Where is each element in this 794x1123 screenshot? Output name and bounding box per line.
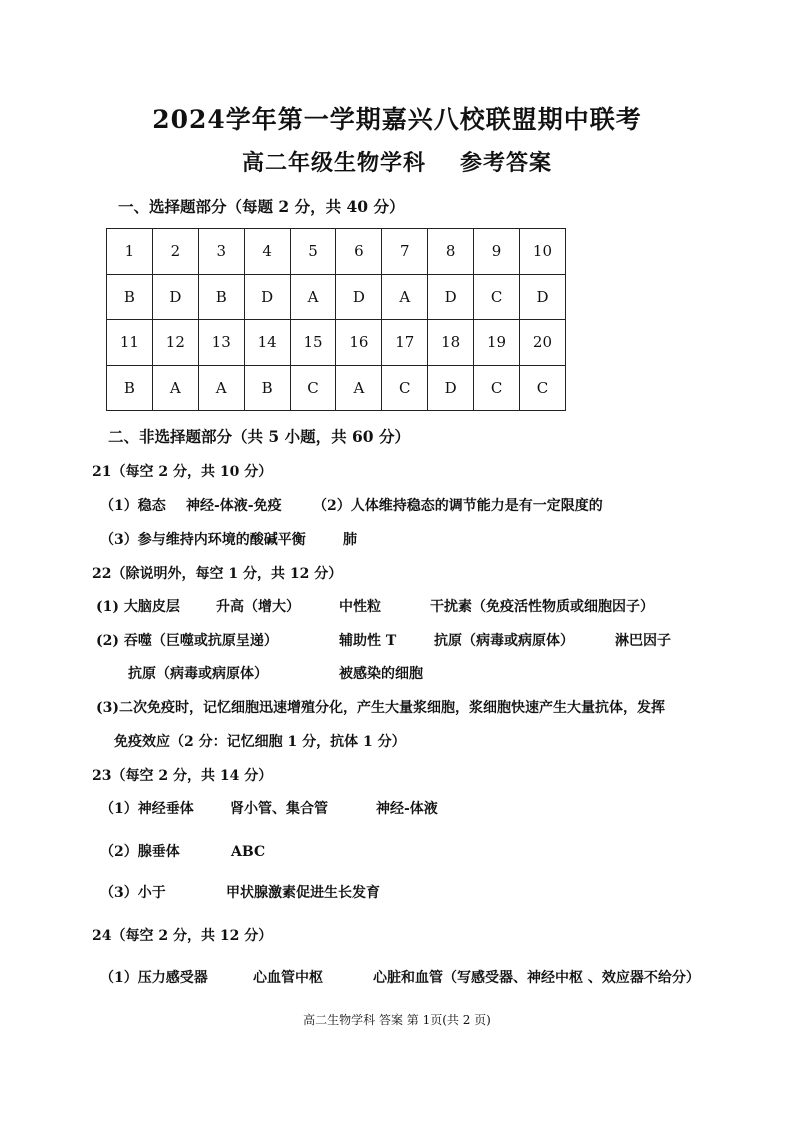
q21-answer: 神经-体液-免疫 — [186, 498, 282, 514]
question-number-cell: 5 — [290, 229, 336, 275]
answer-cell: A — [382, 274, 428, 320]
q23-answer: 神经-体液 — [376, 801, 438, 817]
question-number-cell: 20 — [520, 320, 566, 366]
q21-answer: （1）稳态 — [100, 498, 166, 514]
answer-table — [106, 228, 566, 411]
q22-answer: 辅助性 T — [339, 633, 397, 649]
question-number-row — [107, 229, 566, 275]
q23-line3 — [100, 884, 380, 902]
answer-cell: A — [336, 365, 382, 411]
question-number-cell: 19 — [474, 320, 520, 366]
page-title: 2024学年第一学期嘉兴八校联盟期中联考 — [152, 105, 642, 134]
answer-cell: B — [107, 274, 153, 320]
question-number-cell: 1 — [107, 229, 153, 275]
answer-cell: C — [382, 365, 428, 411]
q21-line2 — [100, 531, 357, 549]
question-number-cell: 18 — [428, 320, 474, 366]
q22-answer: 中性粒 — [339, 599, 381, 615]
question-number-cell: 17 — [382, 320, 428, 366]
q22-answer: (1) 大脑皮层 — [96, 599, 180, 615]
q22-answer: 升高（增大） — [216, 599, 300, 615]
answer-cell: C — [290, 365, 336, 411]
q24-line1 — [100, 969, 700, 987]
q24-answer: 心脏和血管（写感受器、神经中枢 、效应器不给分） — [373, 970, 700, 986]
q24-answer: （1）压力感受器 — [100, 970, 208, 986]
section2-heading: 二、非选择题部分（共 5 小题，共 60 分） — [108, 427, 410, 446]
q22-line1 — [96, 598, 654, 616]
q22-answer: 干扰素（免疫活性物质或细胞因子） — [430, 599, 654, 615]
answer-cell: A — [290, 274, 336, 320]
q21-answer: （3）参与维持内环境的酸碱平衡 — [100, 532, 306, 548]
page-subtitle — [0, 146, 794, 177]
answer-cell: A — [152, 365, 198, 411]
question-number-cell: 13 — [198, 320, 244, 366]
answer-cell: C — [474, 365, 520, 411]
q23-answer: 肾小管、集合管 — [230, 801, 328, 817]
question-number-cell: 2 — [152, 229, 198, 275]
q23-answer: （1）神经垂体 — [100, 801, 194, 817]
q21-header: 21（每空 2 分，共 10 分） — [92, 464, 273, 480]
answer-cell: A — [198, 365, 244, 411]
question-number-cell: 11 — [107, 320, 153, 366]
question-number-row — [107, 320, 566, 366]
q22-line2 — [96, 632, 671, 650]
q24-header: 24（每空 2 分，共 12 分） — [92, 928, 273, 944]
q22-answer: 被感染的细胞 — [339, 666, 423, 682]
answer-cell: D — [244, 274, 290, 320]
question-number-cell: 8 — [428, 229, 474, 275]
q21-answer: 肺 — [343, 532, 357, 548]
q22-answer: 抗原（病毒或病原体） — [434, 633, 574, 649]
question-number-cell: 3 — [198, 229, 244, 275]
q22-line3 — [128, 665, 423, 683]
subject-label: 高二年级生物学科 — [241, 150, 426, 176]
q21-answer: （2）人体维持稳态的调节能力是有一定限度的 — [313, 498, 603, 514]
section1-heading: 一、选择题部分（每题 2 分，共 40 分） — [118, 197, 405, 216]
answer-cell: C — [520, 365, 566, 411]
q23-answer: ABC — [231, 844, 266, 860]
answer-cell: D — [428, 274, 474, 320]
q22-line5: 免疫效应（2 分：记忆细胞 1 分，抗体 1 分） — [114, 734, 406, 750]
question-number-cell: 4 — [244, 229, 290, 275]
q22-answer: 抗原（病毒或病原体） — [128, 666, 268, 682]
q23-header: 23（每空 2 分，共 14 分） — [92, 768, 273, 784]
q24-answer: 心血管中枢 — [253, 970, 323, 986]
question-number-cell: 16 — [336, 320, 382, 366]
answer-cell: D — [336, 274, 382, 320]
answer-cell: D — [152, 274, 198, 320]
page-footer: 高二生物学科 答案 第 1页(共 2 页) — [303, 1013, 491, 1027]
answer-cell: B — [198, 274, 244, 320]
answer-cell: D — [428, 365, 474, 411]
answer-row — [107, 365, 566, 411]
question-number-cell: 7 — [382, 229, 428, 275]
question-number-cell: 9 — [474, 229, 520, 275]
q23-answer: 甲状腺激素促进生长发育 — [226, 885, 380, 901]
question-number-cell: 6 — [336, 229, 382, 275]
q23-answer: （3）小于 — [100, 885, 166, 901]
answer-cell: D — [520, 274, 566, 320]
q21-line1 — [100, 497, 603, 515]
q23-line2 — [100, 843, 265, 861]
question-number-cell: 12 — [152, 320, 198, 366]
q22-line4: (3)二次免疫时，记忆细胞迅速增殖分化，产生大量浆细胞，浆细胞快速产生大量抗体，发挥 — [96, 700, 665, 716]
doc-type-label: 参考答案 — [460, 150, 553, 176]
question-number-cell: 14 — [244, 320, 290, 366]
answer-row — [107, 274, 566, 320]
q23-answer: （2）腺垂体 — [100, 844, 180, 860]
q22-header: 22（除说明外，每空 1 分，共 12 分） — [92, 566, 343, 582]
q22-answer: (2) 吞噬（巨噬或抗原呈递） — [96, 633, 278, 649]
answer-cell: B — [107, 365, 153, 411]
answer-cell: B — [244, 365, 290, 411]
question-number-cell: 10 — [520, 229, 566, 275]
question-number-cell: 15 — [290, 320, 336, 366]
answer-cell: C — [474, 274, 520, 320]
q22-answer: 淋巴因子 — [615, 633, 671, 649]
q23-line1 — [100, 800, 438, 818]
